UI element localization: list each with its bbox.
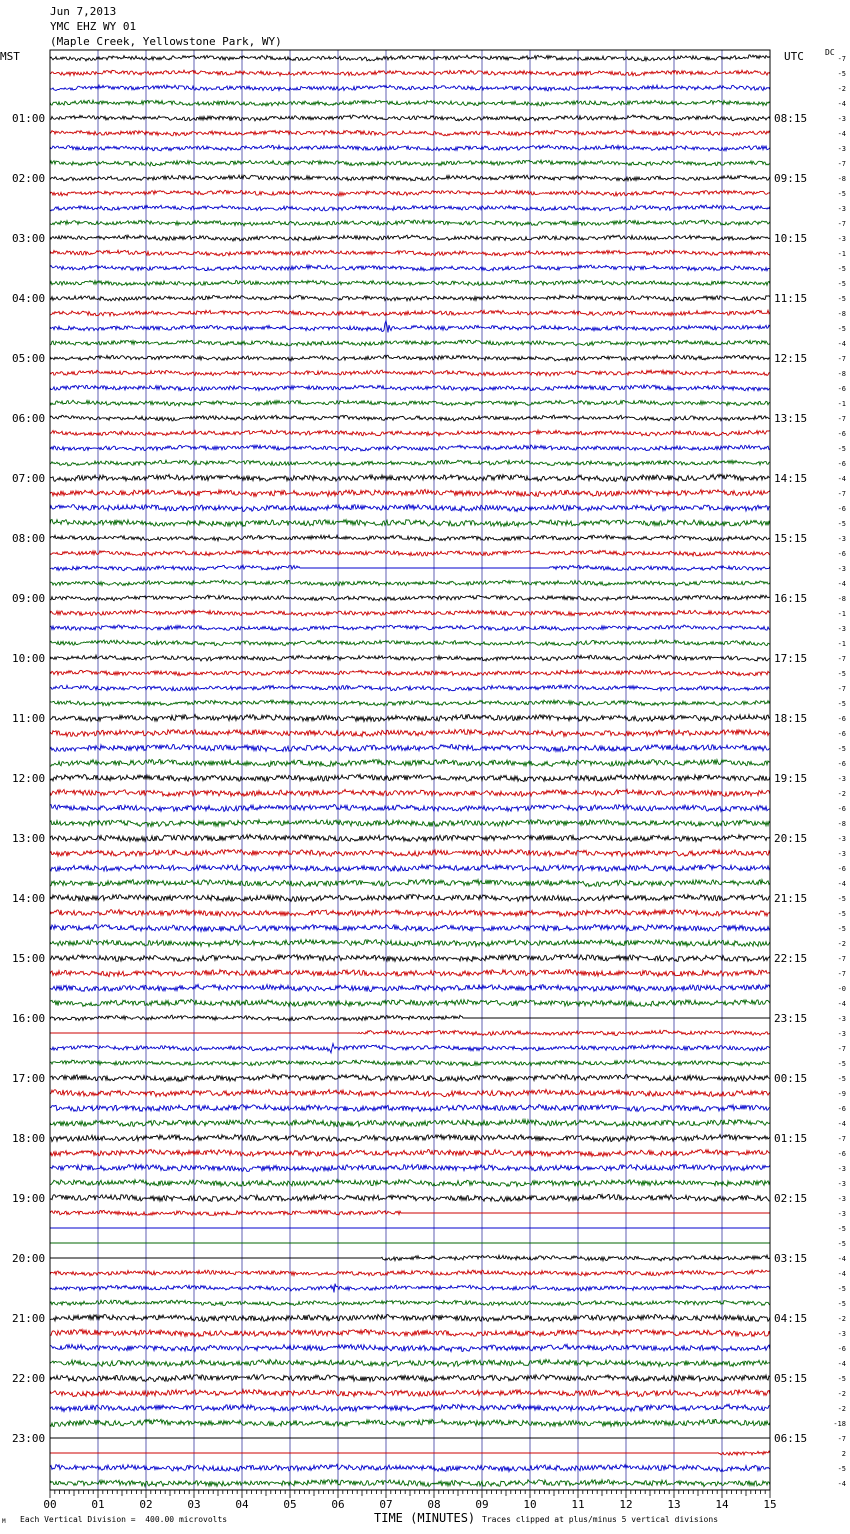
- mst-hour-label: 15:00: [12, 952, 46, 965]
- dc-offset-label: -3: [837, 1030, 846, 1038]
- utc-hour-label: 03:15: [774, 1252, 808, 1265]
- dc-offset-label: -3: [837, 535, 846, 543]
- trace-row-32: [50, 535, 770, 541]
- trace-row-73: [50, 1149, 770, 1156]
- dc-offset-label: -8: [837, 820, 846, 828]
- x-tick-label: 13: [667, 1498, 681, 1511]
- trace-row-3: [50, 100, 770, 106]
- station-location: (Maple Creek, Yellowstone Park, WY): [50, 35, 282, 48]
- dc-offset-label: -3: [837, 1195, 846, 1203]
- dc-offset-label: -3: [837, 835, 846, 843]
- trace-row-8: [50, 175, 770, 181]
- x-tick-label: 12: [619, 1498, 633, 1511]
- dc-offset-label: -6: [837, 1105, 846, 1113]
- dc-offset-label: -8: [837, 595, 846, 603]
- dc-offset-label: -5: [837, 265, 846, 273]
- trace-row-76: [50, 1194, 770, 1201]
- x-tick-label: 14: [715, 1498, 729, 1511]
- dc-offset-label: -4: [837, 1270, 846, 1278]
- dc-offset-label: -4: [837, 1255, 846, 1263]
- trace-row-9: [50, 190, 770, 196]
- trace-row-33: [50, 550, 770, 556]
- dc-offset-label: -6: [837, 805, 846, 813]
- trace-row-55: [50, 880, 770, 887]
- dc-offset-label: -5: [837, 700, 846, 708]
- trace-row-88: [50, 1375, 770, 1382]
- dc-offset-label: -4: [837, 880, 846, 888]
- dc-offset-label: -5: [837, 445, 846, 453]
- trace-row-84: [50, 1315, 770, 1322]
- dc-offset-label: -6: [837, 1345, 846, 1353]
- trace-row-43: [50, 700, 770, 706]
- x-tick-label: 01: [91, 1498, 105, 1511]
- utc-hour-label: 11:15: [774, 292, 808, 305]
- trace-row-39: [50, 640, 770, 646]
- trace-row-91: [50, 1419, 770, 1426]
- trace-row-35: [50, 580, 770, 586]
- trace-row-11: [50, 220, 770, 226]
- mst-hour-label: 05:00: [12, 352, 46, 365]
- trace-row-80: [50, 1255, 770, 1261]
- dc-offset-label: -7: [837, 415, 846, 423]
- trace-row-27: [50, 460, 770, 466]
- dc-offset-label: -5: [837, 895, 846, 903]
- dc-offset-label: -6: [837, 460, 846, 468]
- trace-row-46: [50, 744, 770, 751]
- utc-hour-label: 18:15: [774, 712, 808, 725]
- dc-offset-label: -2: [837, 940, 846, 948]
- trace-row-77: [50, 1210, 770, 1215]
- dc-offset-label: -8: [837, 175, 846, 183]
- dc-offset-label: -1: [837, 250, 846, 258]
- utc-hour-label: 04:15: [774, 1312, 808, 1325]
- utc-hour-label: 09:15: [774, 172, 808, 185]
- dc-offset-label: -3: [837, 1210, 846, 1218]
- trace-row-69: [50, 1090, 770, 1097]
- dc-offset-label: -8: [837, 310, 846, 318]
- mst-hour-label: 19:00: [12, 1192, 46, 1205]
- mst-hour-label: 16:00: [12, 1012, 46, 1025]
- utc-hour-label: 05:15: [774, 1372, 808, 1385]
- dc-offset-label: -3: [837, 1330, 846, 1338]
- mst-hour-label: 17:00: [12, 1072, 46, 1085]
- trace-row-0: [50, 55, 770, 61]
- mst-hour-label: 14:00: [12, 892, 46, 905]
- x-axis-title: TIME (MINUTES): [374, 1511, 476, 1525]
- trace-row-2: [50, 85, 770, 91]
- trace-row-24: [50, 415, 770, 421]
- dc-offset-label: -4: [837, 475, 846, 483]
- trace-row-29: [50, 489, 770, 496]
- dc-offset-label: -1: [837, 400, 846, 408]
- trace-row-23: [50, 400, 770, 406]
- dc-offset-label: -5: [837, 295, 846, 303]
- dc-offset-label: -4: [837, 580, 846, 588]
- trace-row-41: [50, 670, 770, 676]
- trace-row-60: [50, 954, 770, 961]
- dc-offset-label: -3: [837, 625, 846, 633]
- mst-hour-label: 23:00: [12, 1432, 46, 1445]
- trace-row-38: [50, 625, 770, 631]
- dc-offset-label: -6: [837, 385, 846, 393]
- trace-row-42: [50, 685, 770, 691]
- utc-hour-label: 02:15: [774, 1192, 808, 1205]
- dc-offset-label: -5: [837, 745, 846, 753]
- trace-row-6: [50, 145, 770, 151]
- mst-hour-label: 22:00: [12, 1372, 46, 1385]
- mst-hour-label: 20:00: [12, 1252, 46, 1265]
- utc-hour-label: 12:15: [774, 352, 808, 365]
- utc-hour-label: 23:15: [774, 1012, 808, 1025]
- dc-offset-label: -1: [837, 610, 846, 618]
- dc-offset-label: -3: [837, 235, 846, 243]
- mst-hour-label: 01:00: [12, 112, 46, 125]
- dc-offset-label: -3: [837, 145, 846, 153]
- utc-hour-label: 10:15: [774, 232, 808, 245]
- trace-row-51: [50, 820, 770, 827]
- trace-row-36: [50, 595, 770, 601]
- trace-row-72: [50, 1135, 770, 1142]
- dc-offset-label: -7: [837, 685, 846, 693]
- station-name: YMC EHZ WY 01: [50, 20, 137, 33]
- trace-row-13: [50, 250, 770, 256]
- trace-row-48: [50, 775, 770, 782]
- trace-row-54: [50, 865, 770, 872]
- dc-offset-label: -7: [837, 955, 846, 963]
- trace-row-95: [50, 1480, 770, 1487]
- utc-hour-label: 14:15: [774, 472, 808, 485]
- dc-offset-label: -5: [837, 190, 846, 198]
- dc-offset-label: -6: [837, 730, 846, 738]
- dc-offset-label: -5: [837, 1300, 846, 1308]
- dc-offset-label: -0: [837, 985, 846, 993]
- dc-offset-label: -7: [837, 490, 846, 498]
- utc-hour-label: 06:15: [774, 1432, 808, 1445]
- dc-offset-label: -3: [837, 115, 846, 123]
- dc-offset-label: -6: [837, 430, 846, 438]
- dc-offset-label: -5: [837, 325, 846, 333]
- trace-row-59: [50, 940, 770, 947]
- trace-row-18: [50, 321, 770, 333]
- dc-offset-label: -4: [837, 340, 846, 348]
- utc-hour-label: 08:15: [774, 112, 808, 125]
- trace-row-85: [50, 1329, 770, 1336]
- trace-row-1: [50, 70, 770, 76]
- dc-offset-label: -7: [837, 970, 846, 978]
- utc-hour-label: 17:15: [774, 652, 808, 665]
- mst-hour-label: 18:00: [12, 1132, 46, 1145]
- trace-row-74: [50, 1165, 770, 1172]
- dc-offset-label: -7: [837, 220, 846, 228]
- trace-row-70: [50, 1105, 770, 1112]
- dc-offset-label: -5: [837, 1240, 846, 1248]
- mst-hour-label: 11:00: [12, 712, 46, 725]
- dc-offset-label: -5: [837, 910, 846, 918]
- trace-row-89: [50, 1390, 770, 1397]
- dc-offset-label: -3: [837, 1165, 846, 1173]
- trace-row-26: [50, 445, 770, 451]
- mst-hour-label: 08:00: [12, 532, 46, 545]
- dc-offset-label: -2: [837, 1390, 846, 1398]
- mst-hour-label: 02:00: [12, 172, 46, 185]
- trace-row-68: [50, 1075, 770, 1082]
- trace-row-66: [50, 1044, 770, 1053]
- trace-row-61: [50, 970, 770, 977]
- mst-hour-label: 21:00: [12, 1312, 46, 1325]
- x-tick-label: 06: [331, 1498, 345, 1511]
- dc-offset-label: -6: [837, 1150, 846, 1158]
- dc-offset-label: -6: [837, 550, 846, 558]
- trace-row-25: [50, 430, 770, 436]
- mst-hour-label: 12:00: [12, 772, 46, 785]
- trace-row-10: [50, 205, 770, 211]
- dc-offset-label: -4: [837, 1360, 846, 1368]
- trace-row-20: [50, 355, 770, 361]
- dc-offset-label: -1: [837, 640, 846, 648]
- trace-row-87: [50, 1359, 770, 1366]
- trace-row-4: [50, 115, 770, 121]
- utc-hour-label: 19:15: [774, 772, 808, 785]
- trace-row-34: [50, 565, 770, 570]
- trace-row-19: [50, 340, 770, 346]
- dc-offset-label: -5: [837, 670, 846, 678]
- dc-offset-label: -7: [837, 1435, 846, 1443]
- trace-row-31: [50, 520, 770, 527]
- x-tick-label: 00: [43, 1498, 57, 1511]
- dc-offset-label: -7: [837, 160, 846, 168]
- x-tick-label: 04: [235, 1498, 249, 1511]
- utc-hour-label: 13:15: [774, 412, 808, 425]
- utc-hour-label: 16:15: [774, 592, 808, 605]
- mst-hour-label: 09:00: [12, 592, 46, 605]
- dc-offset-label: -7: [837, 1045, 846, 1053]
- utc-hour-label: 00:15: [774, 1072, 808, 1085]
- x-tick-label: 15: [763, 1498, 777, 1511]
- trace-row-86: [50, 1344, 770, 1351]
- x-tick-label: 05: [283, 1498, 297, 1511]
- trace-row-50: [50, 805, 770, 812]
- dc-offset-label: -2: [837, 85, 846, 93]
- trace-row-90: [50, 1404, 770, 1411]
- dc-offset-label: -5: [837, 1075, 846, 1083]
- trace-row-65: [50, 1030, 770, 1035]
- dc-offset-label: -2: [837, 790, 846, 798]
- dc-offset-label: -5: [837, 925, 846, 933]
- mst-hour-label: 13:00: [12, 832, 46, 845]
- dc-label: DC: [825, 48, 835, 57]
- x-tick-label: 08: [427, 1498, 441, 1511]
- trace-row-49: [50, 789, 770, 796]
- corner-mark: M: [2, 1518, 6, 1525]
- trace-row-47: [50, 759, 770, 766]
- dc-offset-label: -7: [837, 655, 846, 663]
- trace-row-93: [50, 1451, 770, 1455]
- x-tick-label: 02: [139, 1498, 153, 1511]
- trace-row-58: [50, 925, 770, 932]
- trace-row-12: [50, 235, 770, 241]
- trace-row-22: [50, 385, 770, 391]
- utc-hour-label: 01:15: [774, 1132, 808, 1145]
- dc-offset-label: -3: [837, 775, 846, 783]
- trace-row-30: [50, 505, 770, 512]
- utc-hour-label: 22:15: [774, 952, 808, 965]
- dc-offset-label: -5: [837, 70, 846, 78]
- dc-offset-label: -7: [837, 55, 846, 63]
- dc-offset-label: -3: [837, 1180, 846, 1188]
- trace-row-17: [50, 310, 770, 316]
- trace-row-45: [50, 730, 770, 737]
- trace-row-44: [50, 715, 770, 722]
- dc-offset-label: -6: [837, 760, 846, 768]
- dc-offset-label: -4: [837, 1000, 846, 1008]
- mst-hour-label: 03:00: [12, 232, 46, 245]
- utc-hour-label: 21:15: [774, 892, 808, 905]
- dc-offset-label: -4: [837, 100, 846, 108]
- dc-offset-label: -7: [837, 355, 846, 363]
- x-tick-label: 10: [523, 1498, 537, 1511]
- x-tick-label: 03: [187, 1498, 201, 1511]
- dc-offset-label: -5: [837, 1465, 846, 1473]
- trace-row-28: [50, 474, 770, 481]
- mst-hour-label: 04:00: [12, 292, 46, 305]
- dc-offset-label: -7: [837, 1135, 846, 1143]
- dc-offset-label: 2: [841, 1450, 846, 1458]
- dc-offset-label: -3: [837, 1015, 846, 1023]
- trace-row-37: [50, 610, 770, 616]
- trace-row-57: [50, 910, 770, 917]
- dc-offset-label: -5: [837, 1375, 846, 1383]
- trace-row-16: [50, 295, 770, 301]
- dc-offset-label: -6: [837, 715, 846, 723]
- mst-hour-label: 07:00: [12, 472, 46, 485]
- trace-row-56: [50, 894, 770, 901]
- utc-hour-label: 15:15: [774, 532, 808, 545]
- trace-row-67: [50, 1060, 770, 1066]
- dc-offset-label: -5: [837, 1225, 846, 1233]
- clipping-note: Traces clipped at plus/minus 5 vertical divisions: [482, 1515, 719, 1524]
- plot-date: Jun 7,2013: [50, 5, 117, 18]
- utc-hour-label: 20:15: [774, 832, 808, 845]
- trace-row-62: [50, 985, 770, 992]
- x-tick-label: 11: [571, 1498, 585, 1511]
- x-tick-label: 07: [379, 1498, 393, 1511]
- x-tick-label: 09: [475, 1498, 489, 1511]
- mst-hour-label: 06:00: [12, 412, 46, 425]
- dc-offset-label: -2: [837, 1315, 846, 1323]
- trace-row-63: [50, 999, 770, 1006]
- mst-hour-label: 10:00: [12, 652, 46, 665]
- trace-row-5: [50, 130, 770, 136]
- dc-offset-label: -3: [837, 205, 846, 213]
- dc-offset-label: -5: [837, 1285, 846, 1293]
- vertical-division-note: Each Vertical Division = 400.00 microvolts: [20, 1515, 228, 1524]
- dc-offset-label: -9: [837, 1090, 846, 1098]
- utc-label: UTC: [784, 50, 804, 63]
- trace-row-53: [50, 850, 770, 857]
- dc-offset-label: -5: [837, 280, 846, 288]
- dc-offset-label: -4: [837, 1120, 846, 1128]
- trace-row-14: [50, 265, 770, 271]
- trace-row-94: [50, 1464, 770, 1471]
- trace-row-83: [50, 1300, 770, 1305]
- dc-offset-label: -2: [837, 1405, 846, 1413]
- dc-offset-label: -18: [833, 1420, 846, 1428]
- dc-offset-label: -3: [837, 565, 846, 573]
- trace-row-40: [50, 655, 770, 661]
- trace-row-71: [50, 1120, 770, 1127]
- dc-offset-label: -3: [837, 850, 846, 858]
- trace-row-52: [50, 835, 770, 842]
- dc-offset-label: -6: [837, 865, 846, 873]
- trace-row-82: [50, 1284, 770, 1293]
- dc-offset-label: -4: [837, 130, 846, 138]
- dc-offset-label: -4: [837, 1480, 846, 1488]
- mst-label: MST: [0, 50, 20, 63]
- trace-row-81: [50, 1270, 770, 1276]
- dc-offset-label: -6: [837, 505, 846, 513]
- trace-row-64: [50, 1015, 770, 1020]
- dc-offset-label: -5: [837, 1060, 846, 1068]
- trace-row-21: [50, 370, 770, 376]
- trace-row-15: [50, 280, 770, 285]
- trace-row-75: [50, 1180, 770, 1187]
- trace-row-7: [50, 160, 770, 166]
- dc-offset-label: -8: [837, 370, 846, 378]
- dc-offset-label: -5: [837, 520, 846, 528]
